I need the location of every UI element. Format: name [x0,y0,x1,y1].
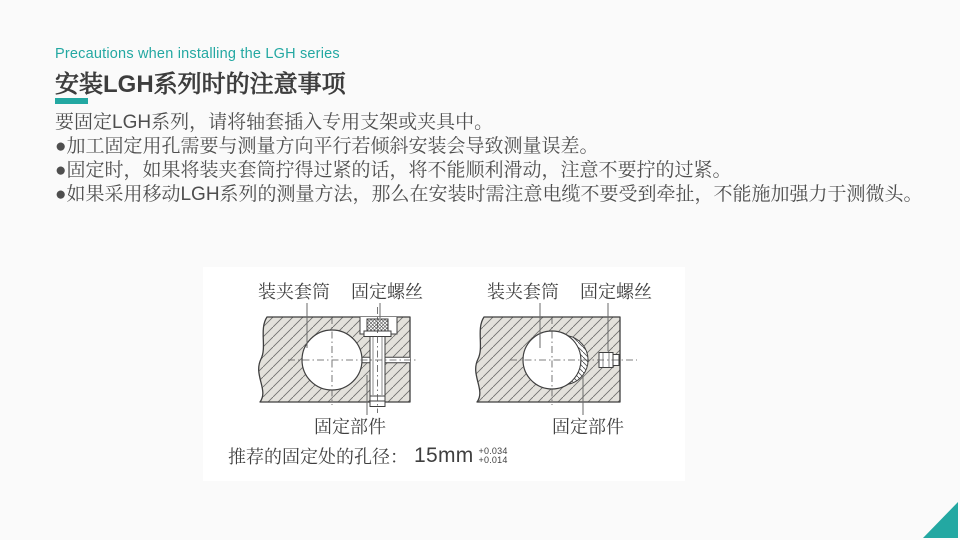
sleeve-label: 装夹套筒 [258,282,330,302]
note-tolerance [479,447,508,466]
installation-diagram [203,267,685,442]
body-line: ●固定时，如果将装夹套筒拧得过紧的话，将不能顺利滑动，注意不要拧的过紧。 [55,159,732,181]
left-figure [258,282,423,437]
note-prefix: 推荐的固定处的孔径： [228,447,408,467]
body-text-block [55,111,955,207]
note-value: 15mm [414,444,474,467]
screw-label: 固定螺丝 [351,282,423,302]
recommended-bore-note [228,443,508,469]
sleeve-label: 装夹套筒 [487,282,559,302]
corner-triangle-decoration [923,502,958,538]
body-line: ●加工固定用孔需要与测量方向平行若倾斜安装会导致测量误差。 [55,135,599,157]
body-line: ●如果采用移动LGH系列的测量方法，那么在安装时需注意电缆不要受到牵扯，不能施加强力于测微头。 [55,183,923,205]
tolerance-upper: +0.034 [478,445,508,456]
screw-label: 固定螺丝 [580,282,652,302]
installation-diagram-panel [203,267,685,481]
slide-title: 安装LGH系列时的注意事项 [55,71,346,98]
tolerance-lower: +0.014 [478,455,508,465]
right-figure [476,282,652,437]
part-label: 固定部件 [314,417,386,437]
slide-subtitle-en: Precautions when installing the LGH series [55,46,340,62]
part-label: 固定部件 [552,417,624,437]
body-line: 要固定LGH系列，请将轴套插入专用支架或夹具中。 [55,112,494,133]
title-accent-bar [55,98,88,104]
